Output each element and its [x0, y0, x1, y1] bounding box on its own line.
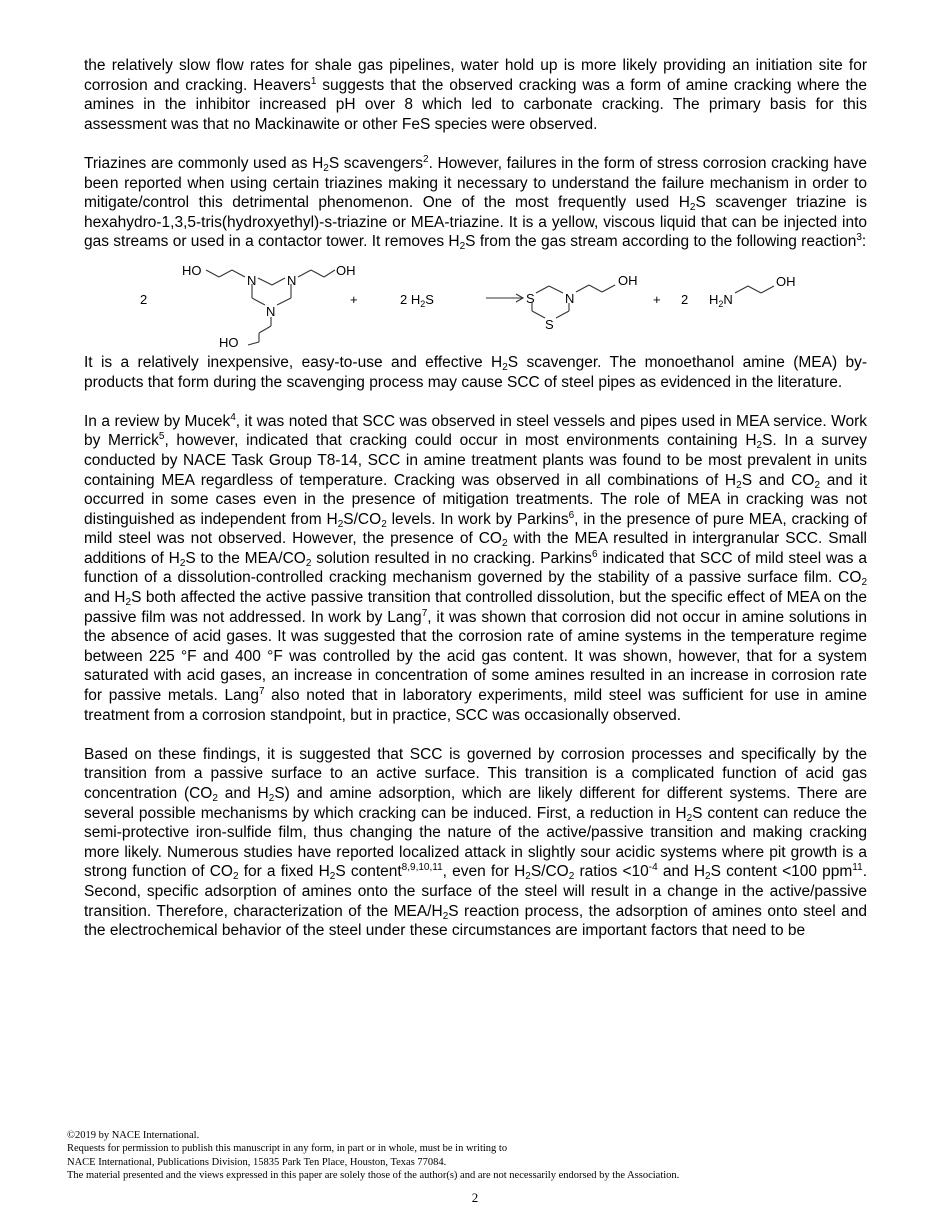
text-run: suggests that the observed cracking was a form of amine cracking where the amines in the inhibitor increased pH over 8 which led to carbonate cracking. The primary basis for this assessment was that no Mackinawite or other FeS species were observed. — [84, 76, 867, 133]
text-run: S scavenger triazine is hexahydro-1,3,5-tris(hydroxyethyl)-s-triazine or MEA-triazine. It is a yellow, viscous liquid that can be injected into gas streams or used in a contactor tower. It removes H — [84, 194, 867, 251]
text-run: S) and amine adsorption, which are likely different for different systems. There are several possible mechanisms by which cracking can be induced. First, a reduction in H — [84, 785, 867, 822]
subscript: 2 — [861, 577, 867, 589]
text-run: S content — [335, 863, 402, 881]
paragraph-triazines — [84, 154, 867, 252]
subscript: 2 — [212, 793, 218, 804]
text-run: and it occurred in some cases even in the presence of mitigation treatments. The role of MEA in cracking was not distinguished as independent from H — [84, 471, 867, 528]
label-ho-top: HO — [182, 262, 202, 278]
triazine-molecule — [182, 263, 356, 347]
label-ho-bottom: HO — [219, 334, 239, 347]
text-run: S from the gas stream according to the following reaction — [465, 233, 857, 251]
reaction-scheme-svg — [84, 255, 867, 347]
superscript: 2 — [423, 153, 429, 165]
subscript: 2 — [501, 538, 508, 550]
text-run: ratios <10 — [574, 863, 649, 881]
text-run: , even for H — [442, 863, 526, 881]
label-n-product: N — [565, 290, 575, 306]
superscript: 6 — [568, 509, 575, 521]
superscript: -4 — [648, 862, 658, 874]
subscript: 2 — [568, 871, 575, 883]
text-run: S to the MEA/CO — [185, 549, 306, 567]
page-number: 2 — [471, 1190, 479, 1205]
text-run: and H — [657, 863, 706, 881]
text-run: levels. In work by Parkins — [386, 510, 569, 528]
text-run: S/CO — [530, 863, 569, 881]
subscript: 2 — [125, 597, 132, 609]
footer — [67, 1129, 887, 1183]
text-run: S content can reduce the semi-protective iron-sulfide film, thus changing the nature of the active/passive transition and making cracking more likely. Numerous studies have reported localized attack in slightly sour acidic systems where pit growth is a strong function of CO — [84, 804, 867, 881]
subscript: 2 — [305, 557, 312, 569]
text-run: with the MEA resulted in intergranular SCC. Small additions of H — [84, 530, 867, 567]
subscript: 2 — [736, 479, 742, 491]
text-run: . Second, specific adsorption of amines onto the surface of the steel will result in a change in the active/passive transition. Therefore, characterization of the MEA/H — [84, 863, 867, 920]
label-n-bottom: N — [266, 303, 276, 319]
subscript: 2 — [525, 871, 531, 883]
subscript: 2 — [232, 871, 239, 883]
text-run: In a review by Mucek — [84, 412, 231, 430]
label-h2n: $H_2N$ — [709, 291, 733, 309]
text-run: S content <100 ppm — [710, 863, 853, 881]
thiadiazine-molecule — [526, 273, 638, 332]
text-run: S and CO — [741, 471, 815, 489]
subscript: 2 — [442, 910, 449, 922]
subscript: 2 — [705, 871, 711, 883]
reaction-plus-1: + — [350, 291, 358, 307]
paragraph-intro — [84, 56, 867, 134]
text-run: Based on these findings, it is suggested that SCC is governed by corrosion processes and specifically by the transition from a passive surface to an active surface. This transition is a complicated function of acid gas concentration (CO — [84, 745, 867, 802]
subscript: 2 — [337, 518, 344, 530]
text-run: , in the presence of pure MEA, cracking of mild steel was not observed. However, the presence of CO — [84, 510, 867, 548]
subscript: 2 — [689, 202, 696, 214]
text-run: : — [861, 233, 867, 251]
text-run: and H — [84, 589, 126, 607]
reaction-coefficient-2: 2 — [681, 291, 689, 307]
reaction-arrow — [486, 294, 523, 302]
reaction-plus-2: + — [653, 291, 661, 307]
superscript: 6 — [591, 548, 598, 560]
text-run: Triazines are commonly used as H — [84, 154, 324, 172]
label-n-right: N — [287, 272, 297, 288]
text-run: . However, failures in the form of stress corrosion cracking have been reported when using certain triazines making it necessary to understand the failure mechanism in order to mitigate/control this detrimental phenomenon. One of the most frequently used H — [84, 154, 867, 212]
superscript: 7 — [421, 607, 428, 619]
paragraph-findings — [84, 745, 867, 941]
text-run: and H — [217, 785, 269, 802]
label-n-left: N — [247, 272, 257, 288]
subscript: 2 — [323, 162, 329, 174]
superscript: 4 — [230, 411, 236, 423]
subscript: 2 — [459, 241, 466, 253]
footer-disclaimer: The material presented and the views expressed in this paper are solely those of the author(s) and are not necessarily endorsed by the Association. — [67, 1170, 680, 1182]
text-run: for a fixed H — [238, 863, 330, 881]
reaction-coefficient-1: 2 — [140, 291, 148, 307]
subscript: 2 — [268, 793, 275, 804]
text-run: S scavengers — [328, 154, 424, 172]
text-run: S/CO — [343, 510, 382, 528]
subscript: 2 — [756, 440, 763, 452]
text-run: , it was noted that SCC was observed in steel vessels and pipes used in MEA service. Work by Merrick — [84, 412, 867, 450]
paragraph-scavenger — [84, 353, 867, 392]
footer-permission: Requests for permission to publish this manuscript in any form, in part or in whole, must be in writing to — [67, 1143, 508, 1155]
page-body — [84, 56, 867, 941]
superscript: 11 — [852, 862, 863, 874]
subscript: 2 — [381, 518, 387, 530]
label-oh-amine: OH — [776, 273, 796, 289]
text-run: It is a relatively inexpensive, easy-to-use and effective H — [84, 353, 503, 371]
text-run: also noted that in laboratory experiments, mild steel was sufficient for use in amine treatment from a corrosion standpoint, but in practice, SCC was occasionally observed. — [84, 687, 867, 724]
text-run: S. In a survey conducted by NACE Task Group T8-14, SCC in amine treatment plants was found to be most prevalent in units containing MEA regardless of temperature. Cracking was observed in all combinations of H — [84, 432, 867, 489]
footer-address: NACE International, Publications Division, 15835 Park Ten Place, Houston, Texas 77084. — [67, 1156, 447, 1168]
superscript: 3 — [856, 232, 862, 244]
text-run: indicated that SCC of mild steel was a function of a dissolution-controlled cracking mechanism governed by the stability of a passive surface film. CO — [84, 549, 867, 587]
text-run: the relatively slow flow rates for shale gas pipelines, water hold up is more likely providing an initiation site for corrosion and cracking. Heavers — [84, 57, 867, 94]
reactant-h2s: 2 $H_2S$ — [400, 291, 434, 309]
label-oh-top: OH — [336, 262, 356, 278]
subscript: 2 — [179, 557, 186, 569]
subscript: 2 — [329, 871, 336, 883]
label-oh-product: OH — [618, 272, 638, 288]
paragraph-review — [84, 412, 867, 726]
subscript: 2 — [814, 479, 821, 491]
reaction-scheme — [84, 255, 867, 347]
superscript: 5 — [158, 431, 165, 443]
text-run: , however, indicated that cracking could occur in most environments containing H — [164, 432, 757, 450]
text-run: S both affected the active passive transition that controlled dissolution, but the specific effect of MEA on the passive film was not addressed. In work by Lang — [84, 589, 867, 626]
label-s-bottom: S — [545, 316, 554, 332]
ethanolamine-molecule — [709, 274, 796, 309]
text-run: S reaction process, the adsorption of amines onto steel and the electrochemical behavior of the steel under these circumstances are important factors that need to be — [84, 902, 867, 940]
text-run: , it was shown that corrosion did not occur in amine solutions in the absence of acid gases. It was suggested that the corrosion rate of amine systems in the temperature regime between 225 °F and 400 °F was controlled by the acid gas content. It was shown, however, that for a system saturated with acid gases, an increase in concentration of some amines resulted in an increase in corrosion rate for passive metals. Lang — [84, 608, 868, 705]
superscript: 8,9,10,11 — [401, 862, 443, 874]
footer-copyright: ©2019 by NACE International. — [67, 1130, 200, 1141]
subscript: 2 — [686, 812, 693, 824]
label-s-left: S — [526, 290, 535, 306]
text-run: S scavenger. The monoethanol amine (MEA) by-products that form during the scavenging process may cause SCC of steel pipes as evidenced in the literature. — [84, 353, 868, 391]
subscript: 2 — [502, 361, 508, 373]
text-run: solution resulted in no cracking. Parkins — [311, 549, 592, 567]
superscript: 1 — [310, 75, 317, 87]
superscript: 7 — [258, 686, 265, 698]
